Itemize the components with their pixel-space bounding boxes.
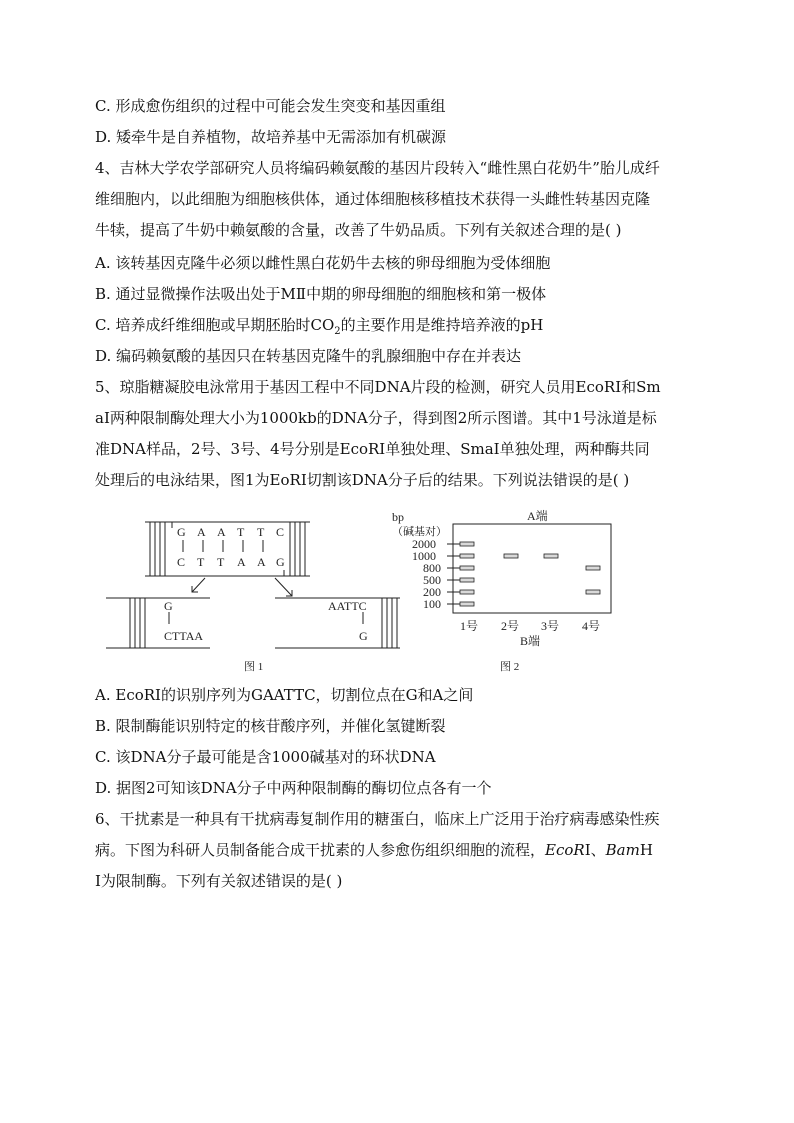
fig2-ladder-1000: 1000 bbox=[412, 549, 436, 563]
q5-stem-line-1: 5、琼脂糖凝胶电泳常用于基因工程中不同DNA片段的检测，研究人员用EcoRⅠ和Sm bbox=[95, 378, 661, 396]
q5-stem-line-4: 处理后的电泳结果，图1为EoRⅠ切割该DNA分子后的结果。下列说法错误的是( ) bbox=[95, 471, 630, 489]
q6-stem-line-1: 6、干扰素是一种具有干扰病毒复制作用的糖蛋白，临床上广泛用于治疗病毒感染性疾 bbox=[95, 810, 660, 828]
band-lane1-800 bbox=[460, 566, 474, 570]
fig1-right-fragment-bottom: G bbox=[359, 629, 368, 643]
q4-option-b: B. 通过显微操作法吸出处于MⅡ中期的卵母细胞的细胞核和第一极体 bbox=[95, 285, 547, 303]
band-lane1-2000 bbox=[460, 542, 474, 546]
fig1-left-fragment-top: G bbox=[164, 599, 173, 613]
band-lane2-1000 bbox=[504, 554, 518, 558]
fig1-right-fragment-top: AATTC bbox=[328, 599, 367, 613]
q6-stem-line-3: Ⅰ为限制酶。下列有关叙述错误的是( ) bbox=[95, 872, 343, 890]
fig2-top-label: A端 bbox=[527, 509, 548, 523]
fig2-lane-1: 1号 bbox=[460, 619, 479, 633]
q5-option-a: A. EcoRⅠ的识别序列为GAATTC，切割位点在G和A之间 bbox=[95, 686, 474, 704]
fig1-bottom-base-5: A bbox=[257, 555, 266, 569]
band-lane1-500 bbox=[460, 578, 474, 582]
q6-stem-line-2: 病。下图为科研人员制备能合成干扰素的人参愈伤组织细胞的流程，EcoRⅠ、BamH bbox=[95, 841, 653, 859]
q5-stem-line-3: 准DNA样品，2号、3号、4号分别是EcoRⅠ单独处理、SmaⅠ单独处理，两种酶共同 bbox=[95, 440, 650, 458]
fig2-ladder-2000: 2000 bbox=[412, 537, 436, 551]
fig2-ladder-200: 200 bbox=[423, 585, 441, 599]
fig2-ladder-500: 500 bbox=[423, 573, 441, 587]
q4-stem-line-2: 维细胞内，以此细胞为细胞核供体，通过体细胞核移植技术获得一头雌性转基因克隆 bbox=[95, 190, 651, 208]
q4-option-a: A. 该转基因克隆牛必须以雌性黑白花奶牛去核的卵母细胞为受体细胞 bbox=[95, 254, 551, 272]
fig1-top-base-5: T bbox=[257, 525, 265, 539]
q5-stem-line-2: aⅠ两种限制酶处理大小为1000kb的DNA分子，得到图2所示图谱。其中1号泳道是标 bbox=[95, 409, 657, 427]
band-lane4-200 bbox=[586, 590, 600, 594]
q3-option-c: C. 形成愈伤组织的过程中可能会发生突变和基因重组 bbox=[95, 97, 446, 115]
band-lane3-1000 bbox=[544, 554, 558, 558]
fig2-bottom-label: B端 bbox=[520, 634, 541, 648]
fig2-unit: bp bbox=[392, 510, 404, 524]
fig1-bottom-base-1: C bbox=[177, 555, 186, 569]
fig1-bottom-base-3: T bbox=[217, 555, 225, 569]
fig1-bottom-base-6: G bbox=[276, 555, 285, 569]
figure-2-caption: 图 2 bbox=[500, 661, 520, 673]
band-lane4-800 bbox=[586, 566, 600, 570]
fig2-lane-3: 3号 bbox=[541, 619, 560, 633]
fig1-top-base-4: T bbox=[237, 525, 245, 539]
figure-1-caption: 图 1 bbox=[244, 661, 264, 673]
fig1-bottom-base-2: T bbox=[197, 555, 205, 569]
figure-1-labels bbox=[164, 525, 368, 673]
q5-option-b: B. 限制酶能识别特定的核苷酸序列，并催化氢键断裂 bbox=[95, 717, 446, 735]
q4-option-c: C. 培养成纤维细胞或早期胚胎时$CO_2$的主要作用是维持培养液的pH bbox=[95, 316, 544, 337]
fig1-top-base-3: A bbox=[217, 525, 226, 539]
band-lane1-200 bbox=[460, 590, 474, 594]
band-lane1-1000 bbox=[460, 554, 474, 558]
fig1-bottom-base-4: A bbox=[237, 555, 246, 569]
fig2-unit-note: （碱基对） bbox=[392, 526, 447, 538]
fig2-gel-frame bbox=[453, 524, 611, 613]
fig1-top-base-1: G bbox=[177, 525, 186, 539]
q3-option-d: D. 矮牵牛是自养植物，故培养基中无需添加有机碳源 bbox=[95, 128, 447, 146]
q4-option-d: D. 编码赖氨酸的基因只在转基因克隆牛的乳腺细胞中存在并表达 bbox=[95, 347, 522, 365]
figure-1-dna-diagram bbox=[106, 522, 400, 648]
fig2-lane-2: 2号 bbox=[501, 619, 520, 633]
fig1-top-base-6: C bbox=[276, 525, 285, 539]
q4-stem-line-1: 4、吉林大学农学部研究人员将编码赖氨酸的基因片段转入“雌性黑白花奶牛”胎儿成纤 bbox=[95, 159, 660, 177]
fig1-left-fragment-bottom: CTTAA bbox=[164, 629, 204, 643]
fig2-lane-4: 4号 bbox=[582, 619, 601, 633]
fig2-bands bbox=[460, 542, 600, 606]
q5-option-d: D. 据图2可知该DNA分子中两种限制酶的酶切位点各有一个 bbox=[95, 779, 492, 797]
fig2-ladder-800: 800 bbox=[423, 561, 441, 575]
band-lane1-100 bbox=[460, 602, 474, 606]
fig1-top-base-2: A bbox=[197, 525, 206, 539]
q4-stem-line-3: 牛犊，提高了牛奶中赖氨酸的含量，改善了牛奶品质。下列有关叙述合理的是( ) bbox=[95, 221, 622, 239]
q5-option-c: C. 该DNA分子最可能是含1000碱基对的环状DNA bbox=[95, 748, 436, 766]
fig2-ladder-100: 100 bbox=[423, 597, 441, 611]
figure-2-gel bbox=[392, 508, 611, 673]
